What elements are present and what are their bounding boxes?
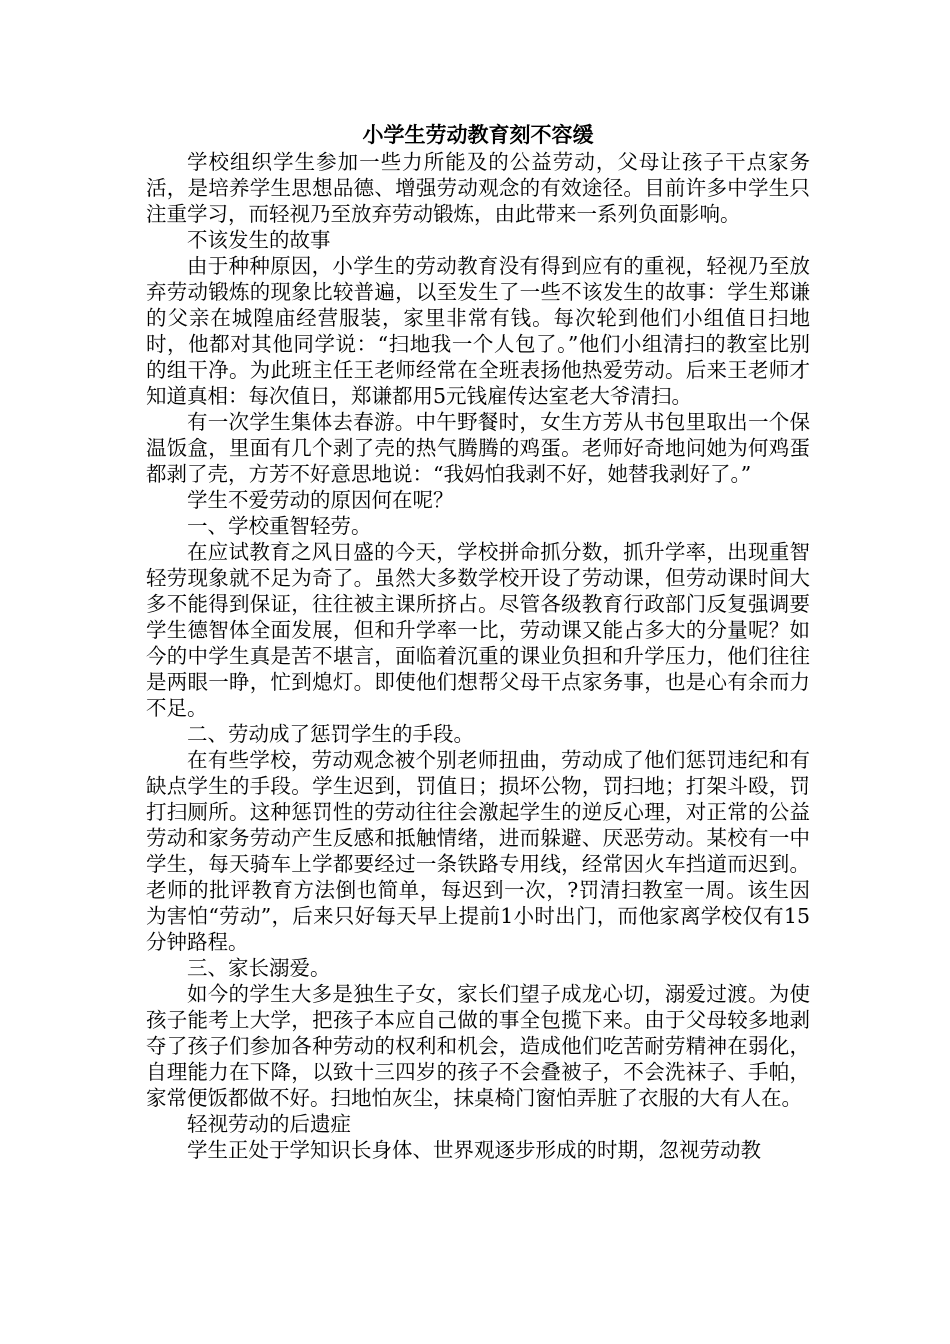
subheading-reason-2: 二、劳动成了惩罚学生的手段。 [187,722,474,746]
subheading-reason-3: 三、家长溺爱。 [187,956,331,980]
paragraph-reason-1: 在应试教育之风日盛的今天，学校拼命抓分数，抓升学率，出现重智轻劳现象就不足为奇了。虽然大多数学校开设了劳动课，但劳动课时间大多不能得到保证，往往被主课所挤占。尽管各级教育行政部门反复强调要学生德智体全面发展，但和升学率一比，劳动课又能占多大的分量呢？如今的中学生真是苦不堪言，面临着沉重的课业负担和升学压力，他们往往是两眼一睁，忙到熄灯。即使他们想帮父母干点家务事，也是心有余而力不足。 [146,540,810,720]
paragraph-intro: 学校组织学生参加一些力所能及的公益劳动，父母让孩子干点家务活，是培养学生思想品德、增强劳动观念的有效途径。目前许多中学生只注重学习，而轻视乃至放弃劳动锻炼，由此带来一系列负面影响。 [146,150,810,226]
document-title: 小学生劳动教育刻不容缓 [362,122,594,147]
paragraph-story-1: 由于种种原因，小学生的劳动教育没有得到应有的重视，轻视乃至放弃劳动锻炼的现象比较普遍，以至发生了一些不该发生的故事：学生郑谦的父亲在城隍庙经营服装，家里非常有钱。每次轮到他们小组值日扫地时，他都对其他同学说：“扫地我一个人包了。”他们小组清扫的教室比别的组干净。为此班主任王老师经常在全班表扬他热爱劳动。后来王老师才知道真相：每次值日，郑谦都用5元钱雇传达室老大爷清扫。 [146,254,810,408]
paragraph-reason-2: 在有些学校，劳动观念被个别老师扭曲，劳动成了他们惩罚违纪和有缺点学生的手段。学生迟到，罚值日；损坏公物，罚扫地；打架斗殴，罚打扫厕所。这种惩罚性的劳动往往会激起学生的逆反心理，对正常的公益劳动和家务劳动产生反感和抵触情绪，进而躲避、厌恶劳动。某校有一中学生，每天骑车上学都要经过一条铁路专用线，经常因火车挡道而迟到。老师的批评教育方法倒也简单，每迟到一次，?罚清扫教室一周。该生因为害怕“劳动”，后来只好每天早上提前1小时出门，而他家离学校仅有15分钟路程。 [146,748,810,954]
subheading-reason-1: 一、学校重智轻劳。 [187,514,372,538]
section-heading-reasons: 学生不爱劳动的原因何在呢？ [187,488,454,512]
document-body [146,121,810,1163]
section-heading-consequences: 轻视劳动的后遗症 [187,1112,351,1136]
paragraph-consequences: 学生正处于学知识长身体、世界观逐步形成的时期，忽视劳动教 [187,1138,761,1162]
section-heading-story: 不该发生的故事 [187,228,331,252]
paragraph-reason-3: 如今的学生大多是独生子女，家长们望子成龙心切，溺爱过渡。为使孩子能考上大学，把孩子本应自己做的事全包揽下来。由于父母较多地剥夺了孩子们参加各种劳动的权利和机会，造成他们吃苦耐劳精神在弱化，自理能力在下降，以致十三四岁的孩子不会叠被子，不会洗袜子、手帕，家常便饭都做不好。扫地怕灰尘，抹桌椅门窗怕弄脏了衣服的大有人在。 [146,982,810,1110]
paragraph-story-2: 有一次学生集体去春游。中午野餐时，女生方芳从书包里取出一个保温饭盒，里面有几个剥了壳的热气腾腾的鸡蛋。老师好奇地问她为何鸡蛋都剥了壳，方芳不好意思地说：“我妈怕我剥不好，她替我剥好了。” [146,410,810,486]
